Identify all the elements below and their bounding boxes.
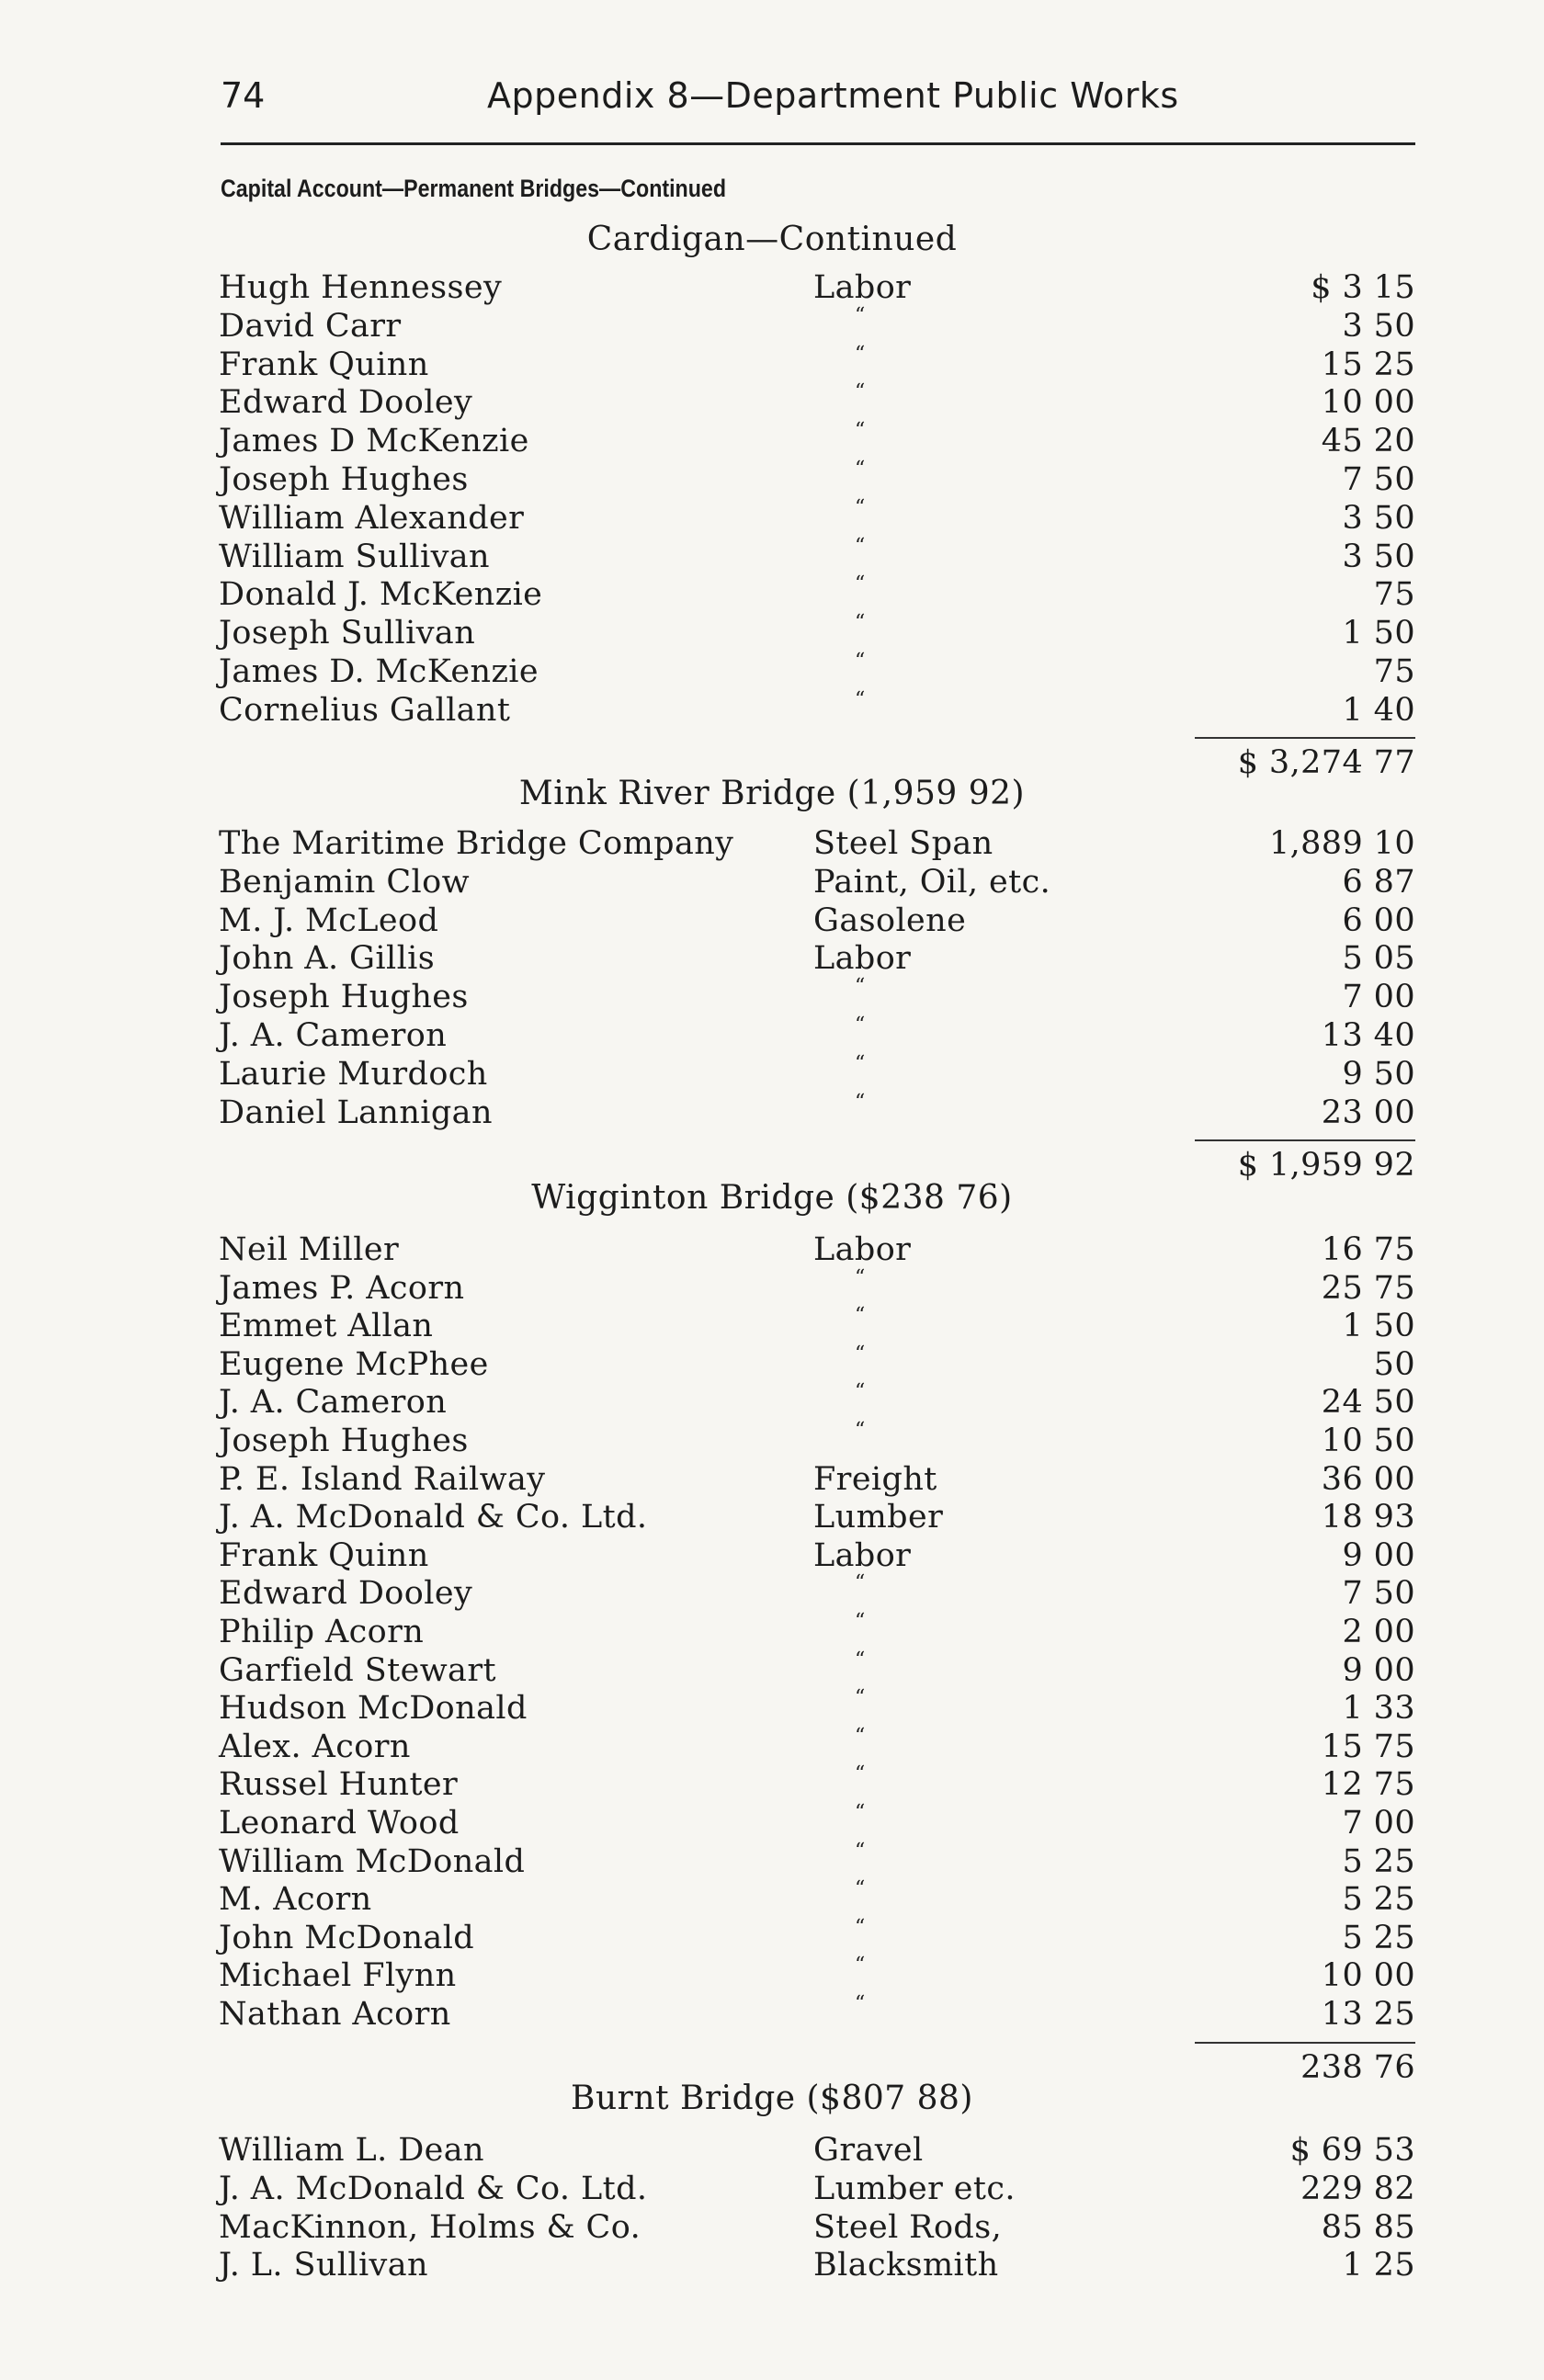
amount: 2 00 bbox=[1342, 1614, 1415, 1650]
payee-name: James P. Acorn bbox=[219, 1269, 465, 1307]
item-description: Labor bbox=[813, 269, 912, 306]
amount: 1 33 bbox=[1342, 1690, 1415, 1728]
amount: 10 50 bbox=[1321, 1422, 1415, 1459]
payee-name: Joseph Hughes bbox=[219, 1422, 469, 1459]
amount: 50 bbox=[1373, 1345, 1415, 1383]
item-description: “ bbox=[855, 1571, 866, 1595]
ledger-row bbox=[0, 380, 1544, 423]
amount: 9 50 bbox=[1342, 1055, 1415, 1093]
payee-name: Edward Dooley bbox=[219, 384, 473, 422]
ledger-row bbox=[0, 1051, 1544, 1094]
ledger-row bbox=[0, 902, 1544, 941]
payee-name: P. E. Island Railway bbox=[219, 1460, 546, 1498]
amount: 1 50 bbox=[1342, 1308, 1415, 1345]
ledger-row bbox=[0, 825, 1544, 864]
payee-name: M. Acorn bbox=[219, 1881, 372, 1919]
payee-name: Donald J. McKenzie bbox=[219, 576, 543, 614]
payee-name: Joseph Hughes bbox=[219, 979, 469, 1016]
payee-name: J. A. McDonald & Co. Ltd. bbox=[219, 1499, 648, 1536]
amount: 16 75 bbox=[1321, 1231, 1415, 1268]
payee-name: William Alexander bbox=[219, 499, 525, 537]
item-description: “ bbox=[855, 1915, 866, 1939]
item-description: “ bbox=[855, 419, 866, 443]
payee-name: Leonard Wood bbox=[219, 1805, 460, 1842]
item-description: Labor bbox=[813, 1231, 912, 1268]
item-description: “ bbox=[855, 1014, 866, 1037]
ledger-row bbox=[0, 1380, 1544, 1422]
ledger-row bbox=[0, 1610, 1544, 1652]
item-description: Blacksmith bbox=[813, 2247, 999, 2284]
amount: 25 75 bbox=[1321, 1269, 1415, 1307]
payee-name: William L. Dean bbox=[219, 2132, 484, 2169]
item-description: “ bbox=[855, 1839, 866, 1863]
ledger-row bbox=[0, 864, 1544, 902]
ledger-row bbox=[0, 572, 1544, 615]
payee-name: Michael Flynn bbox=[219, 1957, 457, 1995]
ledger-row bbox=[0, 1686, 1544, 1728]
item-description: Lumber bbox=[813, 1499, 944, 1536]
ledger-row bbox=[0, 1724, 1544, 1767]
amount: 10 00 bbox=[1321, 384, 1415, 422]
payee-name: James D McKenzie bbox=[219, 423, 529, 460]
item-description: “ bbox=[855, 611, 866, 635]
ledger-row bbox=[0, 1265, 1544, 1309]
payee-name: Frank Quinn bbox=[219, 346, 429, 383]
item-description: “ bbox=[855, 380, 866, 404]
amount: 1 50 bbox=[1342, 615, 1415, 652]
amount: 9 00 bbox=[1342, 1651, 1415, 1689]
item-description: “ bbox=[855, 1380, 866, 1404]
item-description: “ bbox=[855, 1419, 866, 1442]
item-description: “ bbox=[855, 1992, 866, 2015]
item-description: “ bbox=[855, 1801, 866, 1824]
amount: 24 50 bbox=[1321, 1384, 1415, 1422]
amount: 45 20 bbox=[1321, 423, 1415, 460]
amount: 12 75 bbox=[1321, 1766, 1415, 1804]
item-description: Steel Span bbox=[813, 825, 993, 862]
ledger-row bbox=[0, 1090, 1544, 1133]
amount: 3 50 bbox=[1342, 307, 1415, 345]
payee-name: Emmet Allan bbox=[219, 1308, 434, 1345]
group-total: $ 3,274 77 bbox=[1237, 744, 1415, 781]
item-description: “ bbox=[855, 1610, 866, 1633]
item-description: “ bbox=[855, 495, 866, 519]
ledger-row bbox=[0, 1231, 1544, 1270]
payee-name: J. A. Cameron bbox=[219, 1017, 448, 1054]
payee-name: Daniel Lannigan bbox=[219, 1094, 493, 1131]
item-description: “ bbox=[855, 1762, 866, 1786]
item-description: Labor bbox=[813, 940, 912, 978]
ledger-row bbox=[0, 419, 1544, 461]
amount: 3 50 bbox=[1342, 538, 1415, 575]
amount: 23 00 bbox=[1321, 1094, 1415, 1131]
item-description: “ bbox=[855, 1648, 866, 1672]
amount: 7 50 bbox=[1342, 1575, 1415, 1613]
ledger-row bbox=[0, 495, 1544, 538]
payee-name: Russel Hunter bbox=[219, 1766, 459, 1804]
ledger-row bbox=[0, 534, 1544, 577]
payee-name: Alex. Acorn bbox=[219, 1728, 411, 1765]
item-description: Steel Rods, bbox=[813, 2208, 1003, 2246]
amount: 3 50 bbox=[1342, 499, 1415, 537]
ledger-row bbox=[0, 2209, 1544, 2248]
ledger-row bbox=[0, 1992, 1544, 2034]
payee-name: Benjamin Clow bbox=[219, 863, 470, 901]
payee-name: J. A. Cameron bbox=[219, 1384, 448, 1422]
amount: $ 69 53 bbox=[1289, 2132, 1415, 2169]
total-rule bbox=[1195, 2042, 1415, 2044]
amount: 1 25 bbox=[1342, 2247, 1415, 2284]
group-title: Burnt Bridge ($807 88) bbox=[571, 2080, 973, 2117]
ledger-row bbox=[0, 342, 1544, 385]
amount: 13 25 bbox=[1321, 1996, 1415, 2033]
ledger-row bbox=[0, 1571, 1544, 1614]
amount: 18 93 bbox=[1321, 1499, 1415, 1536]
item-description: “ bbox=[855, 534, 866, 558]
payee-name: Hudson McDonald bbox=[219, 1690, 528, 1728]
page-header bbox=[221, 75, 1415, 130]
amount: 6 87 bbox=[1342, 863, 1415, 901]
amount: 10 00 bbox=[1321, 1957, 1415, 1995]
running-title: Appendix 8—Department Public Works bbox=[487, 75, 1179, 116]
header-rule bbox=[221, 142, 1415, 145]
amount: 36 00 bbox=[1321, 1460, 1415, 1498]
ledger-row bbox=[0, 1537, 1544, 1576]
payee-name: Laurie Murdoch bbox=[219, 1055, 488, 1093]
ledger-row bbox=[0, 1304, 1544, 1346]
amount: 7 50 bbox=[1342, 461, 1415, 498]
item-description: “ bbox=[855, 1090, 866, 1114]
item-description: “ bbox=[855, 1724, 866, 1748]
item-description: Lumber etc. bbox=[813, 2170, 1016, 2207]
amount: 85 85 bbox=[1321, 2208, 1415, 2246]
payee-name: The Maritime Bridge Company bbox=[219, 825, 734, 862]
payee-name: James D. McKenzie bbox=[219, 653, 539, 690]
payee-name: Eugene McPhee bbox=[219, 1345, 489, 1383]
ledger-row bbox=[0, 2132, 1544, 2170]
amount: 1 40 bbox=[1342, 691, 1415, 729]
group-title: Wigginton Bridge ($238 76) bbox=[531, 1179, 1013, 1217]
payee-name: Neil Miller bbox=[219, 1231, 400, 1268]
payee-name: Hugh Hennessey bbox=[219, 269, 503, 306]
payee-name: Joseph Sullivan bbox=[219, 615, 476, 652]
amount: 13 40 bbox=[1321, 1017, 1415, 1054]
ledger-row bbox=[0, 303, 1544, 346]
payee-name: David Carr bbox=[219, 307, 402, 345]
ledger-row bbox=[0, 1342, 1544, 1385]
total-rule bbox=[1195, 737, 1415, 739]
ledger-row bbox=[0, 1801, 1544, 1843]
amount: 5 05 bbox=[1342, 940, 1415, 978]
amount: 75 bbox=[1373, 653, 1415, 690]
group-total: $ 1,959 92 bbox=[1237, 1147, 1415, 1184]
item-description: Gravel bbox=[813, 2132, 924, 2169]
page-number: 74 bbox=[221, 75, 266, 116]
ledger-row bbox=[0, 1461, 1544, 1500]
ledger-row bbox=[0, 1762, 1544, 1805]
section-heading: Capital Account—Permanent Bridges—Continued bbox=[221, 175, 727, 202]
amount: 15 75 bbox=[1321, 1728, 1415, 1765]
payee-name: M. J. McLeod bbox=[219, 901, 439, 939]
ledger-row bbox=[0, 2247, 1544, 2285]
ledger-row bbox=[0, 1839, 1544, 1882]
amount: 1,889 10 bbox=[1268, 825, 1415, 862]
item-description: Freight bbox=[813, 1460, 937, 1498]
payee-name: Edward Dooley bbox=[219, 1575, 473, 1613]
amount: 15 25 bbox=[1321, 346, 1415, 383]
item-description: Gasolene bbox=[813, 901, 967, 939]
payee-name: William Sullivan bbox=[219, 538, 490, 575]
item-description: Labor bbox=[813, 1536, 912, 1574]
amount: 5 25 bbox=[1342, 1881, 1415, 1919]
amount: 5 25 bbox=[1342, 1842, 1415, 1880]
ledger-row bbox=[0, 940, 1544, 979]
ledger-row bbox=[0, 687, 1544, 731]
item-description: “ bbox=[855, 1265, 866, 1289]
payee-name: J. L. Sullivan bbox=[219, 2247, 428, 2284]
payee-name: J. A. McDonald & Co. Ltd. bbox=[219, 2170, 648, 2207]
payee-name: Cornelius Gallant bbox=[219, 691, 511, 729]
payee-name: Frank Quinn bbox=[219, 1536, 429, 1574]
ledger-row bbox=[0, 611, 1544, 653]
payee-name: Nathan Acorn bbox=[219, 1996, 451, 2033]
item-description: “ bbox=[855, 1877, 866, 1901]
amount: 7 00 bbox=[1342, 979, 1415, 1016]
item-description: “ bbox=[855, 572, 866, 596]
payee-name: John A. Gillis bbox=[219, 940, 436, 978]
amount: 9 00 bbox=[1342, 1536, 1415, 1574]
ledger-row bbox=[0, 1499, 1544, 1537]
item-description: “ bbox=[855, 1051, 866, 1075]
amount: $ 3 15 bbox=[1311, 269, 1415, 306]
total-rule bbox=[1195, 1139, 1415, 1141]
amount: 5 25 bbox=[1342, 1919, 1415, 1956]
item-description: “ bbox=[855, 1304, 866, 1328]
ledger-row bbox=[0, 2170, 1544, 2209]
payee-name: MacKinnon, Holms & Co. bbox=[219, 2208, 641, 2246]
item-description: “ bbox=[855, 342, 866, 366]
ledger-row bbox=[0, 269, 1544, 308]
ledger-row bbox=[0, 1915, 1544, 1958]
amount: 229 82 bbox=[1300, 2170, 1415, 2207]
item-description: “ bbox=[855, 687, 866, 711]
group-total: 238 76 bbox=[1300, 2049, 1415, 2086]
payee-name: Philip Acorn bbox=[219, 1614, 425, 1650]
item-description: “ bbox=[855, 1342, 866, 1366]
item-description: “ bbox=[855, 303, 866, 327]
payee-name: William McDonald bbox=[219, 1842, 526, 1880]
ledger-row bbox=[0, 1954, 1544, 1996]
group-title: Mink River Bridge (1,959 92) bbox=[518, 775, 1026, 812]
payee-name: Joseph Hughes bbox=[219, 461, 469, 498]
ledger-row bbox=[0, 1877, 1544, 1920]
payee-name: John McDonald bbox=[219, 1919, 475, 1956]
item-description: “ bbox=[855, 458, 866, 481]
item-description: “ bbox=[855, 1686, 866, 1710]
item-description: “ bbox=[855, 1954, 866, 1978]
ledger-row bbox=[0, 458, 1544, 500]
ledger-row bbox=[0, 1648, 1544, 1691]
amount: 6 00 bbox=[1342, 901, 1415, 939]
item-description: Paint, Oil, etc. bbox=[813, 863, 1051, 901]
amount: 7 00 bbox=[1342, 1805, 1415, 1842]
ledger-row bbox=[0, 650, 1544, 692]
ledger-row bbox=[0, 1014, 1544, 1056]
item-description: “ bbox=[855, 650, 866, 673]
item-description: “ bbox=[855, 975, 866, 999]
group-title: Cardigan—Continued bbox=[586, 221, 958, 258]
ledger-row bbox=[0, 1419, 1544, 1461]
amount: 75 bbox=[1373, 576, 1415, 614]
payee-name: Garfield Stewart bbox=[219, 1651, 496, 1689]
ledger-row bbox=[0, 975, 1544, 1017]
